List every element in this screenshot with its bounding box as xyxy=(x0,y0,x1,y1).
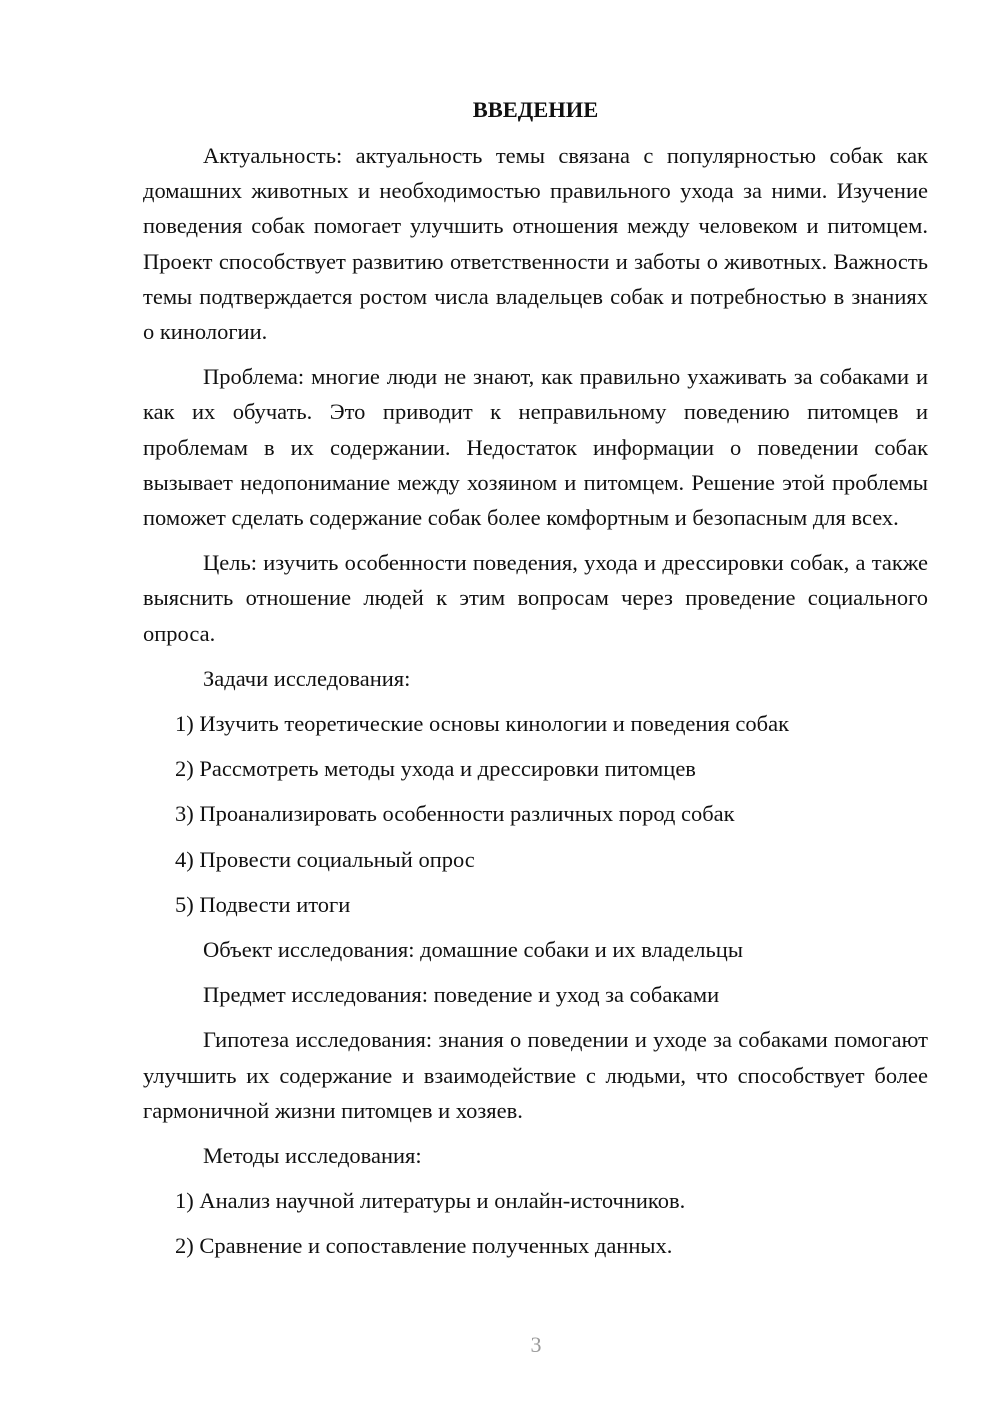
methods-heading: Методы исследования: xyxy=(203,1143,422,1169)
task-item: 1) Изучить теоретические основы кинологии и поведения собак xyxy=(175,711,790,737)
methods-list xyxy=(143,1183,928,1263)
hypothesis-paragraph: Гипотеза исследования: знания о поведении и уходе за собаками помогают улучшить их содержание и взаимодействие с людьми, что способствует более гармоничной жизни питомцев и хозяев. xyxy=(143,1027,928,1123)
task-item: 3) Проанализировать особенности различных пород собак xyxy=(175,801,735,827)
task-item: 4) Провести социальный опрос xyxy=(175,846,475,872)
method-item: 2) Сравнение и сопоставление полученных данных. xyxy=(175,1233,673,1259)
relevance-paragraph: Актуальность: актуальность темы связана с популярностью собак как домашних животных и необходимостью правильного ухода за ними. Изучение поведения собак помогает улучшить отношения между человеком и питомцем. Проект способствует развитию ответственности и заботы о животных. Важность темы подтверждается ростом числа владельцев собак и потребностью в знаниях о кинологии. xyxy=(143,143,928,345)
task-item: 2) Рассмотреть методы ухода и дрессировки питомцев xyxy=(175,756,696,782)
problem-paragraph: Проблема: многие люди не знают, как правильно ухаживать за собаками и как их обучать. Это приводит к неправильному поведению питомцев и проблемам в их содержании. Недостаток информации о поведении собак вызывает недопонимание между хозяином и питомцем. Решение этой проблемы поможет сделать содержание собак более комфортным и безопасным для всех. xyxy=(143,364,928,531)
page-number: 3 xyxy=(530,1332,542,1357)
task-item: 5) Подвести итоги xyxy=(175,891,351,917)
document-page xyxy=(143,92,928,1274)
tasks-list xyxy=(143,706,928,922)
method-item: 1) Анализ научной литературы и онлайн-источников. xyxy=(175,1188,686,1214)
research-subject: Предмет исследования: поведение и уход за собаками xyxy=(203,982,720,1008)
goal-paragraph: Цель: изучить особенности поведения, ухода и дрессировки собак, а также выяснить отношение людей к этим вопросам через проведение социального опроса. xyxy=(143,550,928,646)
page-title: ВВЕДЕНИЕ xyxy=(472,97,599,122)
tasks-heading: Задачи исследования: xyxy=(203,665,411,691)
research-object: Объект исследования: домашние собаки и их владельцы xyxy=(203,937,743,963)
